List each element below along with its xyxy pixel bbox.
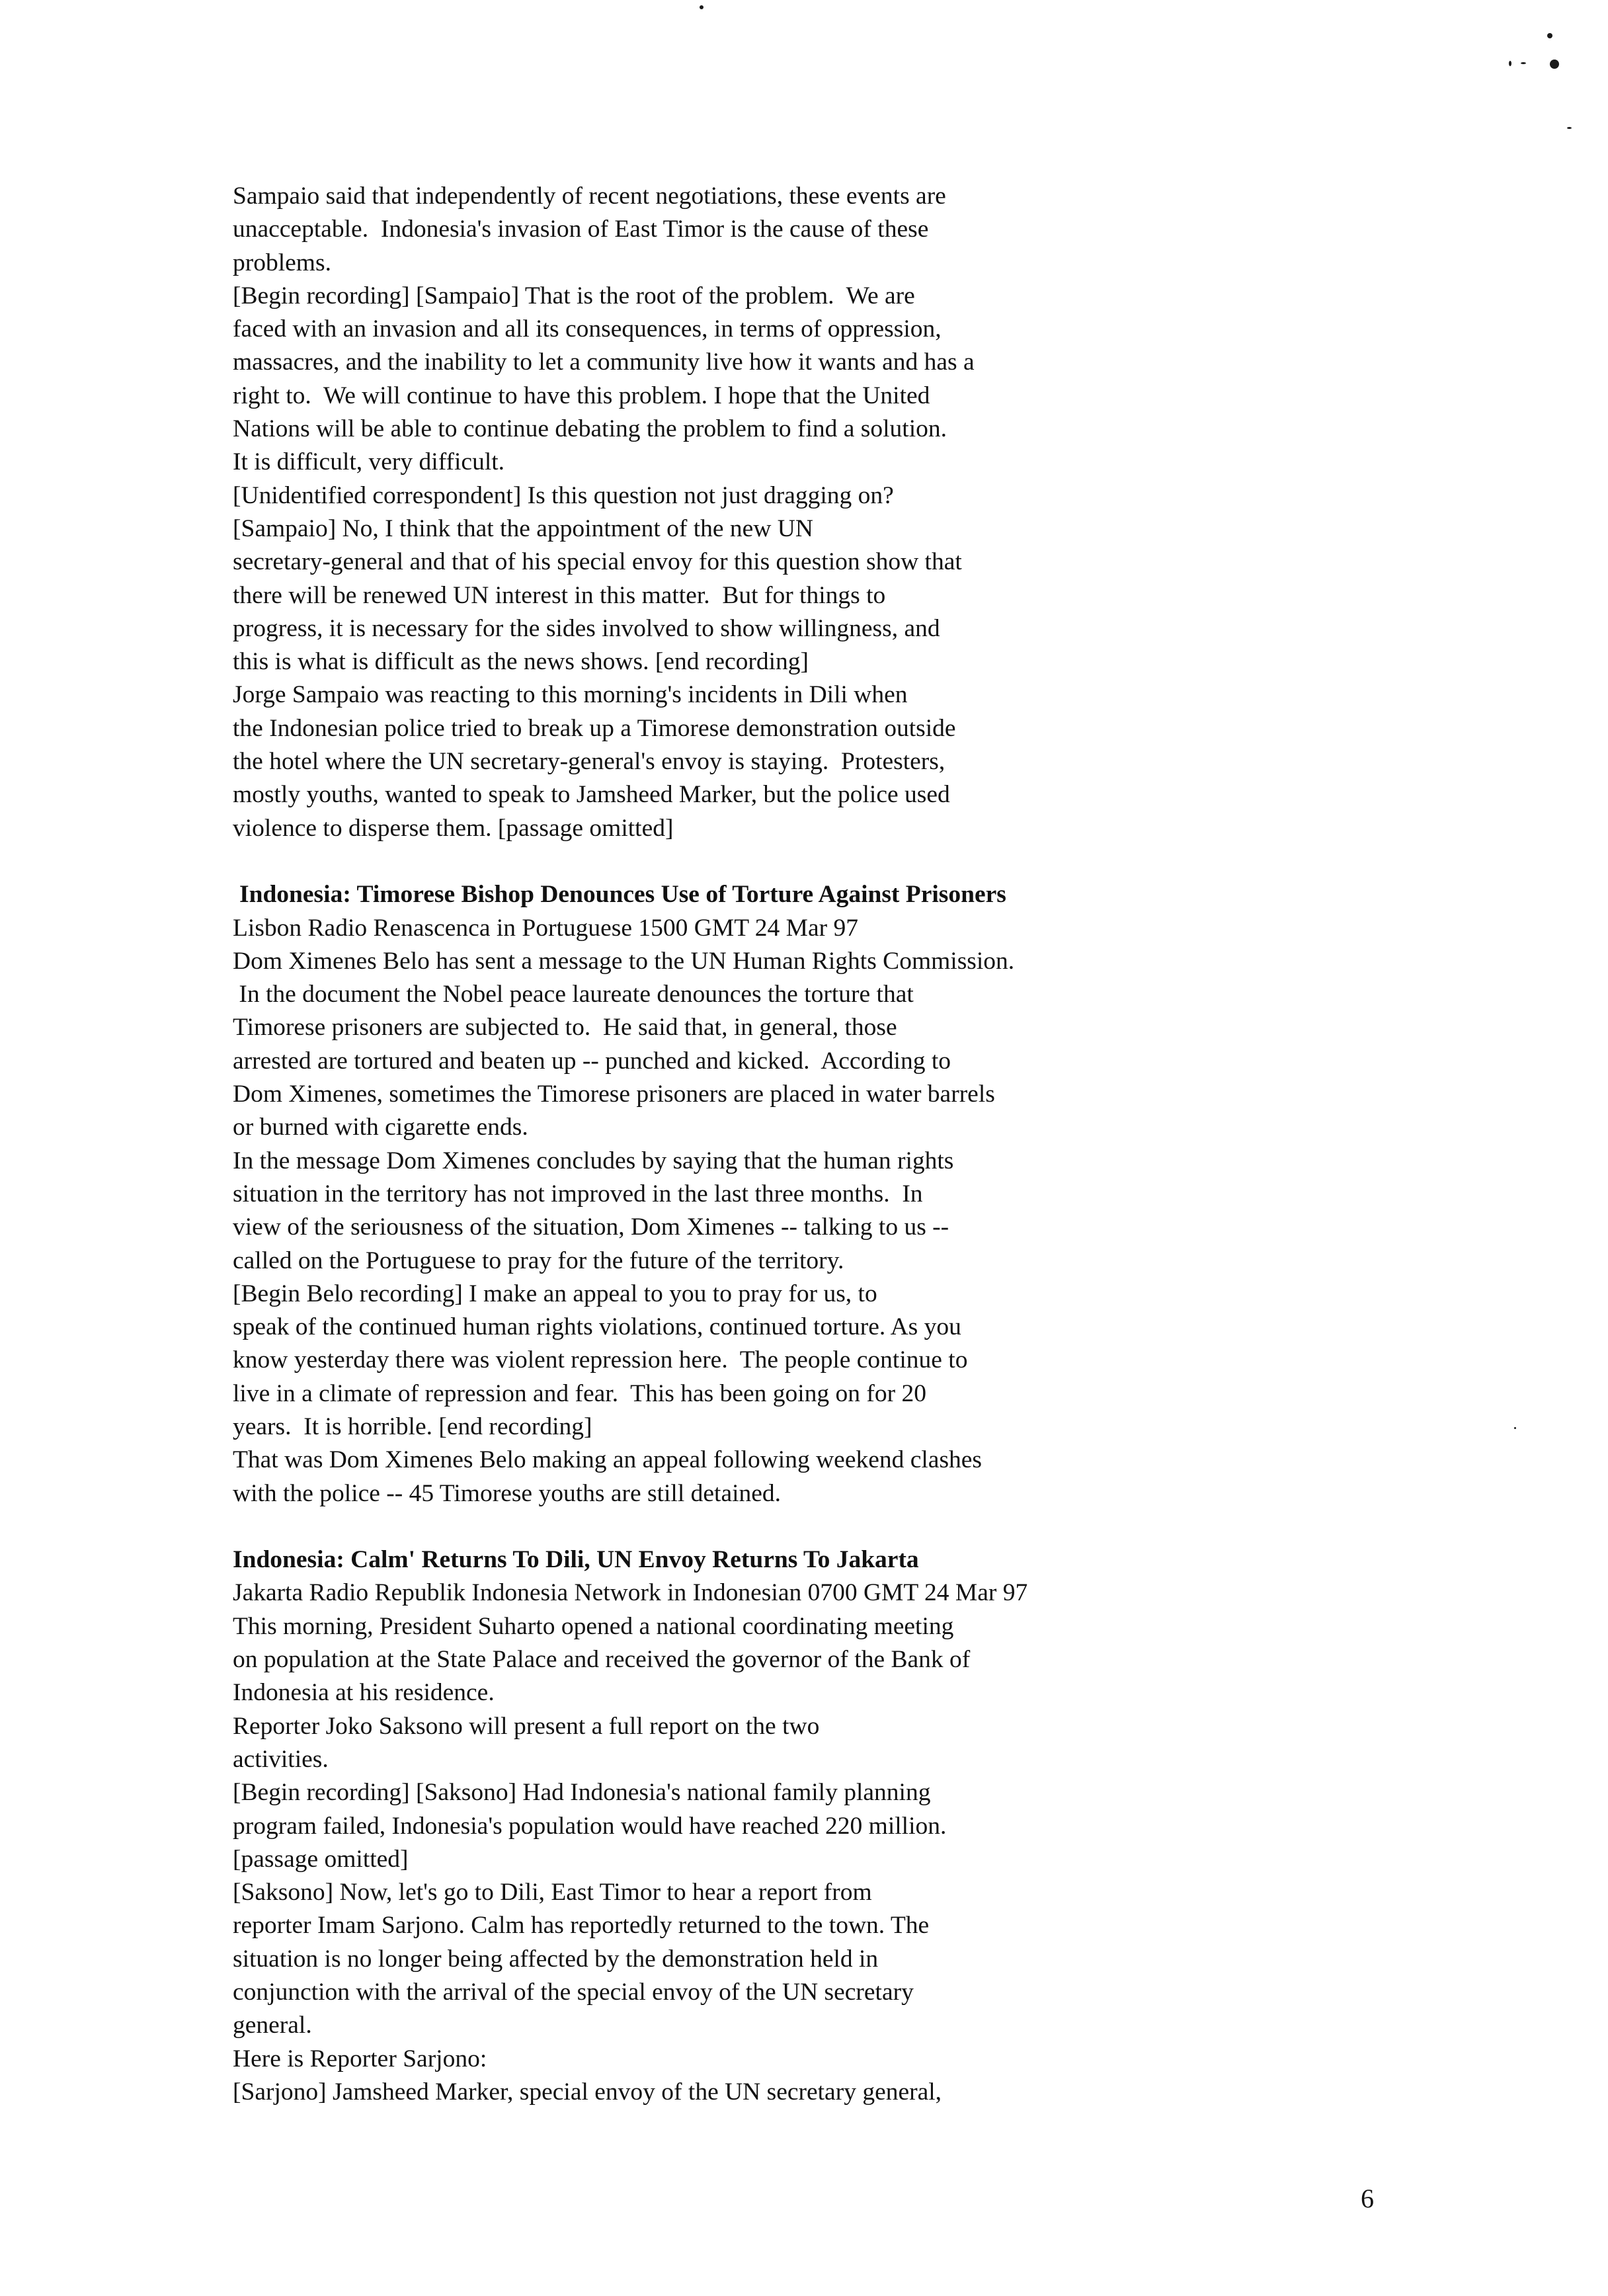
text-line: years. It is horrible. [end recording]	[233, 1413, 592, 1440]
text-line: this is what is difficult as the news shows. [end recording]	[233, 648, 809, 676]
text-line: In the message Dom Ximenes concludes by saying that the human rights	[233, 1147, 954, 1174]
text-line: view of the seriousness of the situation, Dom Ximenes -- talking to us --	[233, 1213, 949, 1241]
text-line: Jorge Sampaio was reacting to this morning's incidents in Dili when	[233, 681, 908, 709]
text-line: Timorese prisoners are subjected to. He said that, in general, those	[233, 1014, 897, 1042]
text-line: faced with an invasion and all its consequences, in terms of oppression,	[233, 315, 942, 343]
text-line: [Begin Belo recording] I make an appeal to you to pray for us, to	[233, 1280, 877, 1307]
text-line: on population at the State Palace and received the governor of the Bank of	[233, 1646, 971, 1674]
text-line: [Sampaio] No, I think that the appointment of the new UN	[233, 514, 813, 542]
text-line: [passage omitted]	[233, 1845, 409, 1873]
text-line: secretary-general and that of his special envoy for this question show that	[233, 548, 962, 576]
text-line: there will be renewed UN interest in this matter. But for things to	[233, 581, 886, 609]
scan-speck	[1521, 62, 1526, 64]
text-line: program failed, Indonesia's population would have reached 220 million.	[233, 1812, 947, 1840]
text-line: live in a climate of repression and fear. This has been going on for 20	[233, 1379, 927, 1407]
text-line: the Indonesian police tried to break up a Timorese demonstration outside	[233, 714, 956, 742]
text-line: [Unidentified correspondent] Is this question not just dragging on?	[233, 481, 894, 509]
text-line: It is difficult, very difficult.	[233, 448, 505, 476]
scan-speck	[1547, 33, 1552, 38]
text-line: situation is no longer being affected by the demonstration held in	[233, 1945, 879, 1973]
text-line: right to. We will continue to have this problem. I hope that the United	[233, 382, 930, 409]
text-line: with the police -- 45 Timorese youths are still detained.	[233, 1479, 782, 1507]
text-line: progress, it is necessary for the sides involved to show willingness, and	[233, 614, 940, 642]
text-line: know yesterday there was violent repression here. The people continue to	[233, 1346, 968, 1374]
text-line: unacceptable. Indonesia's invasion of East Timor is the cause of these	[233, 216, 929, 243]
text-line: Lisbon Radio Renascenca in Portuguese 1500 GMT 24 Mar 97	[233, 914, 859, 942]
text-line: general.	[233, 2012, 312, 2039]
scan-speck	[700, 5, 704, 9]
scan-speck	[1509, 61, 1511, 66]
scan-speck	[1567, 127, 1572, 129]
section-heading: Indonesia: Calm' Returns To Dili, UN Envoy Returns To Jakarta	[233, 1546, 919, 1574]
text-line: speak of the continued human rights violations, continued torture. As you	[233, 1313, 961, 1341]
text-line: Reporter Joko Saksono will present a full report on the two	[233, 1712, 820, 1740]
text-line: mostly youths, wanted to speak to Jamsheed Marker, but the police used	[233, 781, 950, 809]
text-line: activities.	[233, 1745, 329, 1773]
text-column	[233, 180, 1185, 2109]
paragraph-gap	[233, 1510, 1185, 1543]
section-heading: Indonesia: Timorese Bishop Denounces Use of Torture Against Prisoners	[239, 881, 1006, 909]
text-line: Sampaio said that independently of recent negotiations, these events are	[233, 183, 946, 210]
text-line: [Begin recording] [Sampaio] That is the root of the problem. We are	[233, 282, 915, 309]
text-line: the hotel where the UN secretary-general's envoy is staying. Protesters,	[233, 748, 945, 776]
text-line: situation in the territory has not improved in the last three months. In	[233, 1180, 923, 1208]
text-line: Indonesia at his residence.	[233, 1679, 495, 1707]
text-line: Jakarta Radio Republik Indonesia Network in Indonesian 0700 GMT 24 Mar 97	[233, 1579, 1028, 1607]
text-line: arrested are tortured and beaten up -- punched and kicked. According to	[233, 1047, 951, 1075]
text-line: called on the Portuguese to pray for the future of the territory.	[233, 1247, 844, 1274]
text-line: or burned with cigarette ends.	[233, 1114, 528, 1141]
text-line: Dom Ximenes Belo has sent a message to the UN Human Rights Commission.	[233, 947, 1015, 975]
scan-speck	[1514, 1427, 1516, 1429]
paragraph-gap	[233, 845, 1185, 878]
text-line: [Saksono] Now, let's go to Dili, East Timor to hear a report from	[233, 1879, 872, 1906]
text-line: Dom Ximenes, sometimes the Timorese prisoners are placed in water barrels	[233, 1081, 995, 1108]
text-line: Here is Reporter Sarjono:	[233, 2045, 487, 2072]
text-line: problems.	[233, 249, 331, 276]
text-line: reporter Imam Sarjono. Calm has reportedly returned to the town. The	[233, 1912, 930, 1940]
text-line: [Begin recording] [Saksono] Had Indonesia's national family planning	[233, 1779, 931, 1807]
scan-speck	[1550, 60, 1559, 69]
page-number: 6	[1361, 2184, 1374, 2213]
text-line: [Sarjono] Jamsheed Marker, special envoy of the UN secretary general,	[233, 2078, 942, 2106]
text-line: In the document the Nobel peace laureate denounces the torture that	[233, 981, 914, 1008]
text-line: This morning, President Suharto opened a national coordinating meeting	[233, 1612, 954, 1640]
text-line: Nations will be able to continue debating the problem to find a solution.	[233, 415, 947, 443]
text-line: conjunction with the arrival of the special envoy of the UN secretary	[233, 1979, 914, 2006]
text-line: That was Dom Ximenes Belo making an appeal following weekend clashes	[233, 1446, 983, 1474]
text-line: massacres, and the inability to let a community live how it wants and has a	[233, 348, 975, 376]
text-line: violence to disperse them. [passage omitted]	[233, 814, 674, 842]
